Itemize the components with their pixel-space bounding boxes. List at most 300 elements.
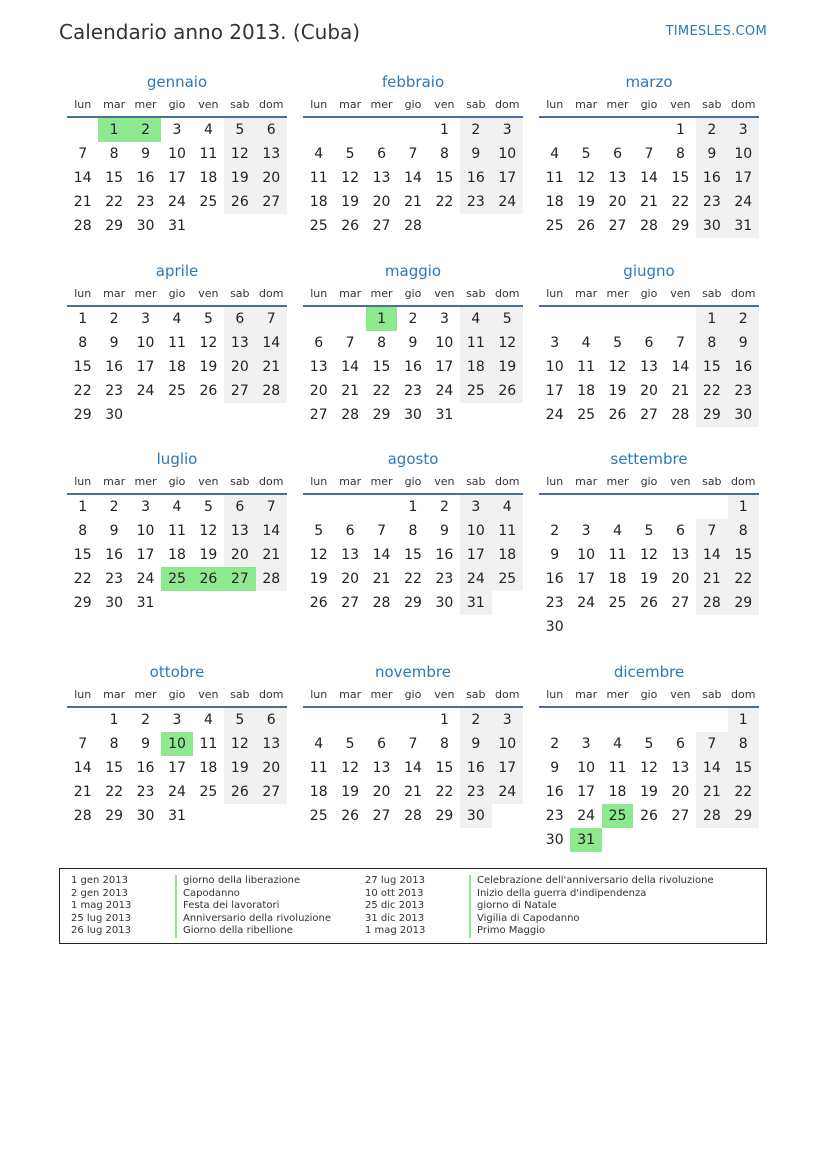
weekday-label: sab (466, 98, 486, 111)
weekday-label: ven (434, 98, 455, 111)
day-cell: 12 (640, 760, 658, 776)
day-cell: 19 (341, 194, 360, 210)
weekday-label: mar (103, 287, 126, 300)
empty-cell (334, 307, 365, 331)
day-cell: 22 (372, 383, 391, 399)
empty-cell (539, 495, 570, 519)
day-cell: 16 (136, 170, 155, 186)
day-cell: 19 (640, 784, 658, 800)
legend-holiday-name: Giorno della ribellione (175, 925, 293, 938)
day-cell: 6 (644, 335, 654, 351)
day-cell: 5 (345, 146, 355, 162)
legend-row (365, 900, 714, 913)
legend-date: 1 mag 2013 (71, 900, 132, 911)
day-cell: 19 (640, 571, 658, 587)
month-marzo (539, 70, 759, 238)
day-cell: 26 (199, 383, 218, 399)
day-cell: 9 (141, 736, 151, 752)
day-cell: 4 (203, 122, 213, 138)
day-cell: 3 (172, 712, 182, 728)
day-cell: 30 (460, 804, 491, 828)
day-cell: 13 (224, 519, 255, 543)
day-cell: 31 (460, 591, 491, 615)
day-cell: 11 (608, 547, 627, 563)
day-cell: 3 (492, 708, 523, 732)
day-cell: 28 (404, 218, 422, 234)
month-name: gennaio (146, 73, 208, 91)
weekday-label: lun (310, 688, 328, 701)
empty-cell (602, 495, 633, 519)
legend-holiday-name: Inizio della guerra d'indipendenza (469, 888, 646, 901)
day-cell: 1 (675, 122, 685, 138)
day-cell: 17 (577, 571, 596, 587)
day-cell: 1 (728, 708, 759, 732)
page-title: Calendario anno 2013. (Cuba) (59, 20, 361, 44)
day-cell: 10 (728, 142, 759, 166)
day-cell: 13 (608, 170, 627, 186)
day-cell: 31 (136, 595, 155, 611)
day-cell: 3 (141, 499, 151, 515)
day-cell: 16 (460, 756, 491, 780)
month-dicembre (539, 660, 759, 852)
day-cell: 18 (199, 760, 218, 776)
day-cell: 5 (203, 499, 213, 515)
day-cell: 30 (545, 832, 564, 848)
legend-holiday-name: Anniversario della rivoluzione (175, 913, 331, 926)
day-cell: 12 (608, 359, 627, 375)
day-cell: 8 (78, 335, 88, 351)
day-cell: 8 (408, 523, 418, 539)
day-cell: 31 (728, 214, 759, 238)
weekday-label: gio (404, 688, 422, 701)
day-cell: 9 (550, 760, 560, 776)
day-cell: 13 (341, 547, 360, 563)
weekday-label: mer (606, 98, 629, 111)
day-cell: 11 (309, 760, 328, 776)
day-cell: 3 (581, 523, 591, 539)
legend-row (71, 888, 331, 901)
day-cell: 10 (577, 760, 596, 776)
weekday-label: ven (670, 688, 691, 701)
empty-cell (633, 307, 664, 331)
weekday-header (539, 471, 759, 495)
weekday-label: sab (702, 287, 722, 300)
weekday-label: sab (702, 475, 722, 488)
day-cell: 30 (105, 407, 124, 423)
day-cell: 30 (105, 595, 124, 611)
day-cell: 9 (460, 142, 491, 166)
day-cell: 8 (109, 736, 119, 752)
day-cell: 17 (136, 359, 155, 375)
weekday-label: mer (370, 688, 393, 701)
day-cell: 17 (136, 547, 155, 563)
day-cell: 14 (73, 170, 92, 186)
day-cell: 15 (105, 760, 124, 776)
weekday-header (303, 684, 523, 708)
weekday-label: ven (670, 287, 691, 300)
day-cell: 3 (581, 736, 591, 752)
empty-cell (602, 118, 633, 142)
legend-holiday-name: Festa dei lavoratori (175, 900, 279, 913)
empty-cell (397, 118, 428, 142)
day-cell: 21 (404, 194, 422, 210)
day-cell: 16 (545, 571, 564, 587)
day-grid (303, 307, 523, 427)
weekday-label: mar (103, 688, 126, 701)
day-cell: 23 (545, 808, 564, 824)
weekday-label: lun (310, 98, 328, 111)
day-cell: 14 (404, 170, 422, 186)
day-cell: 13 (309, 359, 328, 375)
month-name: marzo (625, 73, 673, 91)
weekday-label: dom (259, 475, 284, 488)
day-cell: 18 (577, 383, 596, 399)
day-grid (539, 307, 759, 427)
legend-column-2 (365, 875, 714, 938)
weekday-label: sab (466, 287, 486, 300)
day-cell: 22 (105, 194, 124, 210)
day-cell: 5 (314, 523, 324, 539)
day-cell: 20 (372, 784, 391, 800)
day-cell: 7 (696, 519, 727, 543)
weekday-label: ven (198, 98, 219, 111)
month-name: maggio (384, 262, 442, 280)
day-cell: 24 (492, 190, 523, 214)
day-cell: 16 (404, 359, 422, 375)
empty-cell (539, 118, 570, 142)
day-cell: 7 (644, 146, 654, 162)
day-cell: 15 (728, 756, 759, 780)
day-cell: 3 (728, 118, 759, 142)
legend-holiday-name: Celebrazione dell'anniversario della rivoluzione (469, 875, 714, 888)
weekday-label: sab (230, 98, 250, 111)
day-cell: 20 (341, 571, 360, 587)
weekday-label: lun (74, 287, 92, 300)
day-cell: 8 (696, 331, 727, 355)
day-cell: 7 (408, 736, 418, 752)
weekday-label: mar (339, 287, 362, 300)
day-cell: 30 (435, 595, 454, 611)
weekday-header (303, 283, 523, 307)
day-cell: 26 (224, 780, 255, 804)
weekday-label: mer (606, 287, 629, 300)
day-cell: 13 (372, 170, 391, 186)
day-cell: 13 (671, 760, 690, 776)
month-name: aprile (155, 262, 199, 280)
day-cell: 30 (545, 619, 564, 635)
holiday-day-cell: 10 (161, 732, 192, 756)
day-cell: 7 (256, 495, 287, 519)
day-cell: 26 (341, 808, 360, 824)
empty-cell (539, 307, 570, 331)
empty-cell (366, 118, 397, 142)
legend-row (71, 925, 331, 938)
weekday-label: dom (259, 688, 284, 701)
day-cell: 13 (224, 331, 255, 355)
day-cell: 17 (728, 166, 759, 190)
day-cell: 4 (460, 307, 491, 331)
day-cell: 8 (675, 146, 685, 162)
weekday-label: gio (404, 98, 422, 111)
day-cell: 4 (581, 335, 591, 351)
day-cell: 2 (550, 736, 560, 752)
weekday-label: sab (466, 475, 486, 488)
day-cell: 2 (460, 118, 491, 142)
day-cell: 24 (577, 595, 596, 611)
weekday-header (67, 471, 287, 495)
empty-cell (303, 495, 334, 519)
day-cell: 12 (577, 170, 596, 186)
weekday-label: mar (575, 688, 598, 701)
day-cell: 19 (224, 166, 255, 190)
legend-date: 2 gen 2013 (71, 887, 129, 899)
day-cell: 31 (168, 218, 186, 234)
day-cell: 23 (696, 190, 727, 214)
day-cell: 14 (372, 547, 391, 563)
day-cell: 27 (256, 780, 287, 804)
day-cell: 14 (671, 359, 690, 375)
day-cell: 26 (577, 218, 596, 234)
day-cell: 9 (109, 523, 119, 539)
day-cell: 27 (372, 218, 391, 234)
legend-date: 25 lug 2013 (71, 912, 131, 924)
day-cell: 11 (577, 359, 596, 375)
weekday-label: gio (168, 688, 186, 701)
month-settembre (539, 447, 759, 639)
day-cell: 26 (640, 595, 658, 611)
day-cell: 28 (372, 595, 391, 611)
day-cell: 24 (136, 571, 155, 587)
day-grid (303, 118, 523, 238)
day-cell: 22 (435, 194, 454, 210)
weekday-label: dom (731, 688, 756, 701)
day-cell: 1 (109, 712, 119, 728)
day-cell: 28 (671, 407, 690, 423)
legend-row (71, 900, 331, 913)
day-cell: 8 (728, 732, 759, 756)
day-cell: 19 (608, 383, 627, 399)
empty-cell (602, 307, 633, 331)
day-cell: 11 (199, 736, 218, 752)
month-agosto (303, 447, 523, 615)
day-cell: 15 (728, 543, 759, 567)
day-cell: 28 (256, 567, 287, 591)
day-cell: 23 (435, 571, 454, 587)
day-cell: 21 (696, 780, 727, 804)
day-cell: 1 (439, 712, 449, 728)
weekday-label: gio (168, 98, 186, 111)
day-cell: 10 (435, 335, 454, 351)
day-cell: 27 (671, 808, 690, 824)
day-cell: 8 (377, 335, 387, 351)
empty-cell (602, 708, 633, 732)
legend-holiday-name: Primo Maggio (469, 925, 545, 938)
legend-row (365, 875, 714, 888)
day-cell: 7 (696, 732, 727, 756)
day-cell: 17 (435, 359, 454, 375)
day-cell: 5 (644, 736, 654, 752)
weekday-label: mer (370, 287, 393, 300)
weekday-label: lun (74, 688, 92, 701)
day-cell: 13 (640, 359, 658, 375)
day-grid (67, 118, 287, 238)
empty-cell (366, 708, 397, 732)
day-cell: 12 (309, 547, 328, 563)
day-cell: 18 (492, 543, 523, 567)
legend-row (365, 888, 714, 901)
day-cell: 29 (73, 407, 92, 423)
day-cell: 5 (613, 335, 623, 351)
day-cell: 27 (224, 379, 255, 403)
weekday-label: gio (404, 475, 422, 488)
weekday-label: dom (495, 287, 520, 300)
legend-date: 27 lug 2013 (365, 875, 425, 886)
day-cell: 15 (105, 170, 124, 186)
day-cell: 11 (168, 523, 186, 539)
day-cell: 22 (728, 567, 759, 591)
weekday-label: mar (575, 287, 598, 300)
day-cell: 6 (256, 708, 287, 732)
legend-holiday-name: Vigilia di Capodanno (469, 913, 580, 926)
day-cell: 18 (309, 784, 328, 800)
day-cell: 3 (492, 118, 523, 142)
empty-cell (633, 495, 664, 519)
day-cell: 13 (256, 732, 287, 756)
day-cell: 19 (199, 359, 218, 375)
day-cell: 6 (314, 335, 324, 351)
day-cell: 17 (168, 760, 186, 776)
day-cell: 12 (341, 760, 360, 776)
day-cell: 14 (404, 760, 422, 776)
day-cell: 1 (408, 499, 418, 515)
day-cell: 26 (341, 218, 360, 234)
month-ottobre (67, 660, 287, 828)
day-cell: 31 (435, 407, 454, 423)
day-cell: 7 (345, 335, 355, 351)
weekday-label: mer (370, 98, 393, 111)
day-cell: 26 (309, 595, 328, 611)
weekday-label: dom (731, 475, 756, 488)
day-cell: 27 (341, 595, 360, 611)
legend-row (365, 925, 714, 938)
empty-cell (665, 307, 696, 331)
site-link[interactable]: TIMESLES.COM (665, 24, 767, 39)
day-cell: 28 (404, 808, 422, 824)
day-cell: 22 (105, 784, 124, 800)
day-cell: 12 (224, 142, 255, 166)
day-cell: 21 (341, 383, 360, 399)
day-cell: 19 (341, 784, 360, 800)
day-cell: 24 (492, 780, 523, 804)
day-cell: 29 (105, 808, 124, 824)
day-cell: 2 (109, 499, 119, 515)
day-cell: 17 (168, 170, 186, 186)
day-cell: 17 (460, 543, 491, 567)
day-cell: 4 (203, 712, 213, 728)
holiday-day-cell: 27 (224, 567, 255, 591)
empty-cell (570, 495, 601, 519)
day-cell: 5 (345, 736, 355, 752)
day-cell: 16 (136, 760, 155, 776)
holiday-day-cell: 25 (161, 567, 192, 591)
weekday-label: lun (546, 287, 564, 300)
month-novembre (303, 660, 523, 828)
day-cell: 24 (728, 190, 759, 214)
day-cell: 2 (460, 708, 491, 732)
empty-cell (665, 708, 696, 732)
month-name: agosto (387, 450, 439, 468)
weekday-label: ven (198, 287, 219, 300)
month-maggio (303, 259, 523, 427)
day-cell: 21 (404, 784, 422, 800)
day-cell: 30 (696, 214, 727, 238)
day-cell: 10 (168, 146, 186, 162)
weekday-header (67, 684, 287, 708)
empty-cell (303, 708, 334, 732)
day-cell: 7 (377, 523, 387, 539)
weekday-header (539, 283, 759, 307)
day-cell: 8 (728, 519, 759, 543)
day-cell: 28 (696, 804, 727, 828)
legend-date: 25 dic 2013 (365, 900, 425, 911)
day-cell: 6 (224, 495, 255, 519)
empty-cell (397, 708, 428, 732)
day-cell: 25 (199, 194, 218, 210)
weekday-label: lun (74, 475, 92, 488)
day-cell: 31 (168, 808, 186, 824)
day-cell: 28 (73, 808, 92, 824)
day-cell: 27 (671, 595, 690, 611)
weekday-label: gio (640, 688, 658, 701)
day-cell: 7 (675, 335, 685, 351)
month-name: febbraio (381, 73, 445, 91)
holiday-day-cell: 26 (193, 567, 224, 591)
day-cell: 21 (256, 355, 287, 379)
empty-cell (633, 708, 664, 732)
day-cell: 18 (199, 170, 218, 186)
day-cell: 30 (728, 403, 759, 427)
day-cell: 26 (224, 190, 255, 214)
legend-date: 10 ott 2013 (365, 887, 424, 899)
day-cell: 19 (309, 571, 328, 587)
day-cell: 25 (577, 407, 596, 423)
day-cell: 22 (404, 571, 422, 587)
day-cell: 6 (256, 118, 287, 142)
day-cell: 19 (577, 194, 596, 210)
day-cell: 14 (256, 519, 287, 543)
day-cell: 16 (435, 547, 454, 563)
weekday-label: dom (495, 98, 520, 111)
day-cell: 23 (545, 595, 564, 611)
weekday-label: lun (310, 287, 328, 300)
day-cell: 12 (199, 335, 218, 351)
day-cell: 18 (309, 194, 328, 210)
weekday-label: mar (103, 475, 126, 488)
day-cell: 5 (581, 146, 591, 162)
weekday-label: mer (134, 475, 157, 488)
day-cell: 30 (404, 407, 422, 423)
day-cell: 21 (256, 543, 287, 567)
day-grid (303, 708, 523, 828)
weekday-header (539, 684, 759, 708)
day-cell: 14 (256, 331, 287, 355)
empty-cell (696, 495, 727, 519)
weekday-label: mar (339, 98, 362, 111)
day-cell: 17 (577, 784, 596, 800)
day-cell: 16 (545, 784, 564, 800)
day-cell: 11 (309, 170, 328, 186)
day-cell: 21 (372, 571, 391, 587)
